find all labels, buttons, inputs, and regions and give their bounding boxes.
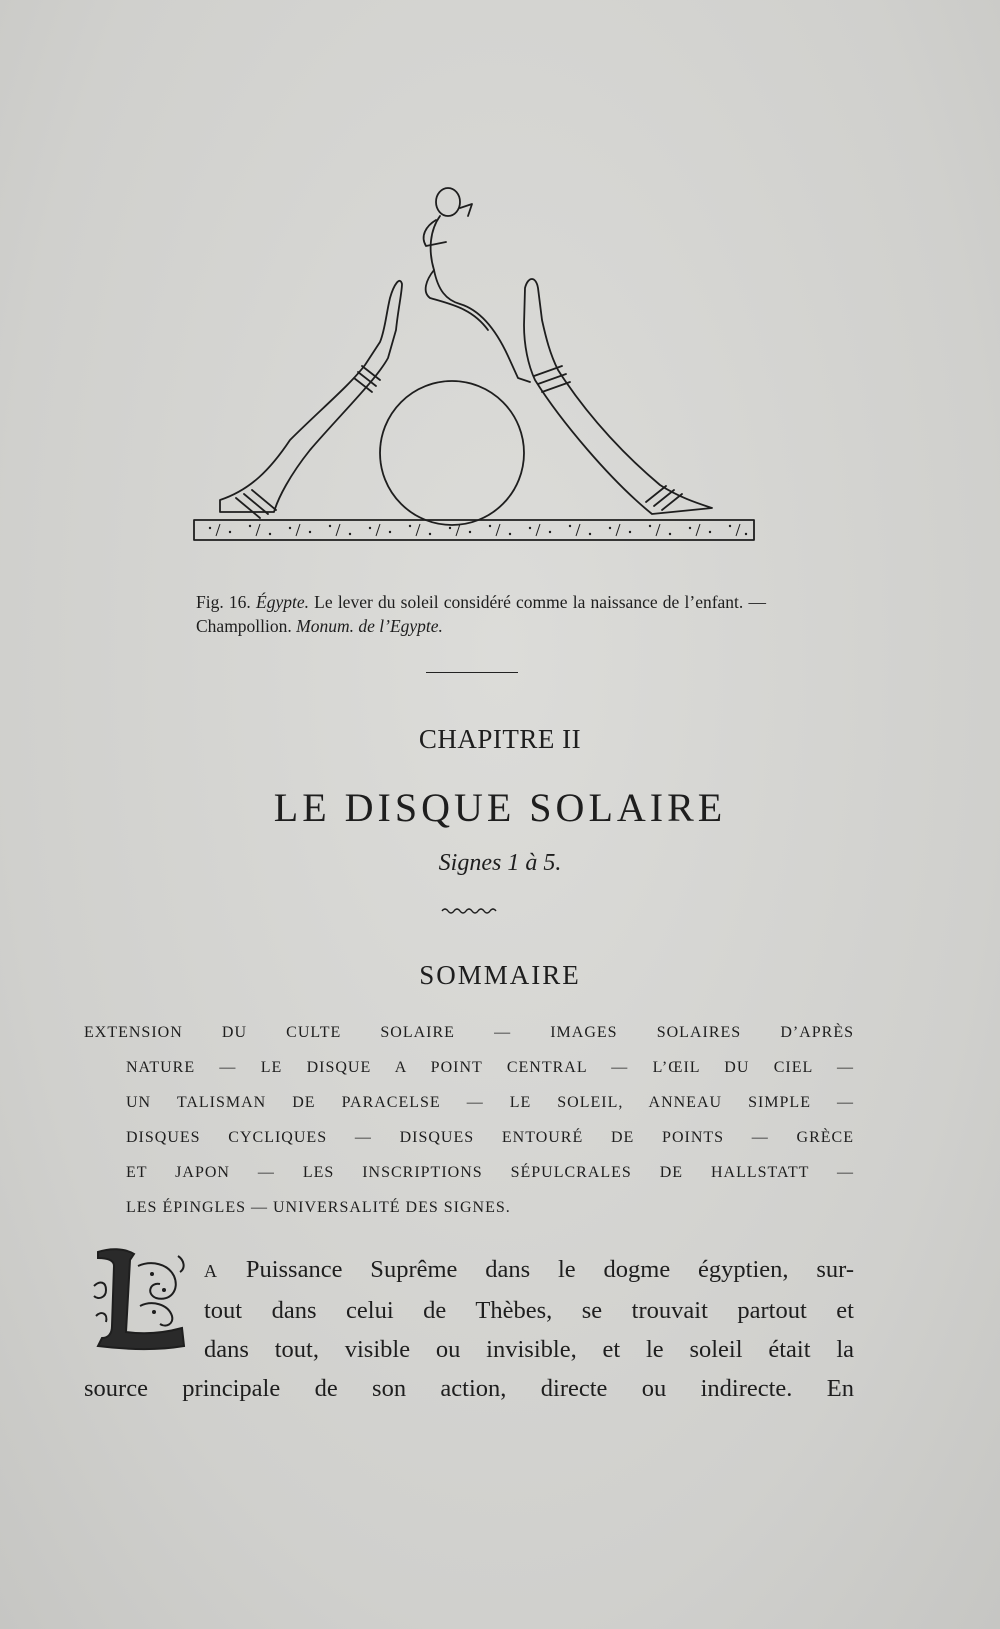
body-line: dans tout, visible ou invisible, et le soleil était la: [204, 1336, 854, 1363]
left-sleeve-bands: [236, 490, 276, 518]
sommaire-line: ET JAPON — LES INSCRIPTIONS SÉPULCRALES DE HALLSTATT —: [126, 1164, 854, 1181]
ground-texture: [209, 525, 747, 535]
figure-caption: [196, 590, 766, 638]
chapter-signes: Signes 1 à 5.: [438, 850, 562, 876]
sommaire-heading: SOMMAIRE: [419, 960, 581, 990]
child-body: [431, 216, 530, 382]
sommaire-line: LES ÉPINGLES — UNIVERSALITÉ DES SIGNES.: [126, 1199, 511, 1216]
caption-text: Le lever du soleil considéré comme la naissance de l’enfant. — Champollion.: [196, 592, 766, 636]
sommaire-line: EXTENSION DU CULTE SOLAIRE — IMAGES SOLAIRES D’APRÈS: [84, 1024, 854, 1041]
chapter-title: LE DISQUE SOLAIRE: [273, 785, 727, 830]
sommaire-line: UN TALISMAN DE PARACELSE — LE SOLEIL, ANNEAU SIMPLE —: [126, 1094, 854, 1111]
child-hand-to-mouth: [460, 204, 472, 216]
caption-source: Monum. de l’Egypte.: [296, 616, 443, 636]
left-bracelet: [354, 366, 380, 392]
left-arm: [220, 281, 402, 512]
sun-disc: [380, 381, 524, 525]
ornament-squiggle: [440, 906, 500, 916]
body-line-1: [84, 1250, 854, 1291]
figure-sunrise-illustration: [190, 180, 770, 580]
sunrise-drawing: [190, 180, 770, 580]
sommaire-list: [84, 1015, 854, 1225]
child-head: [436, 188, 460, 216]
body-smallcap: A: [204, 1261, 218, 1281]
sommaire-line: NATURE — LE DISQUE A POINT CENTRAL — L’ŒIL DU CIEL —: [126, 1059, 854, 1076]
caption-place: Égypte.: [256, 592, 309, 612]
chapter-label: CHAPITRE II: [418, 724, 582, 754]
body-line-1-text: Puissance Suprême dans le dogme égyptien, sur-: [218, 1256, 854, 1283]
child-leg: [426, 270, 488, 330]
ground-hatching: [216, 524, 740, 536]
sommaire-line: DISQUES CYCLIQUES — DISQUES ENTOURÉ DE POINTS — GRÈCE: [126, 1129, 854, 1146]
right-sleeve-bands: [646, 486, 682, 510]
body-line: tout dans celui de Thèbes, se trouvait partout et: [204, 1297, 854, 1324]
caption-number: Fig. 16.: [196, 592, 251, 612]
section-divider: [426, 672, 518, 673]
body-line: source principale de son action, directe ou indirecte. En: [84, 1375, 854, 1402]
ground-strip: [194, 520, 754, 540]
body-paragraph: [84, 1250, 854, 1408]
right-arm: [524, 279, 712, 514]
